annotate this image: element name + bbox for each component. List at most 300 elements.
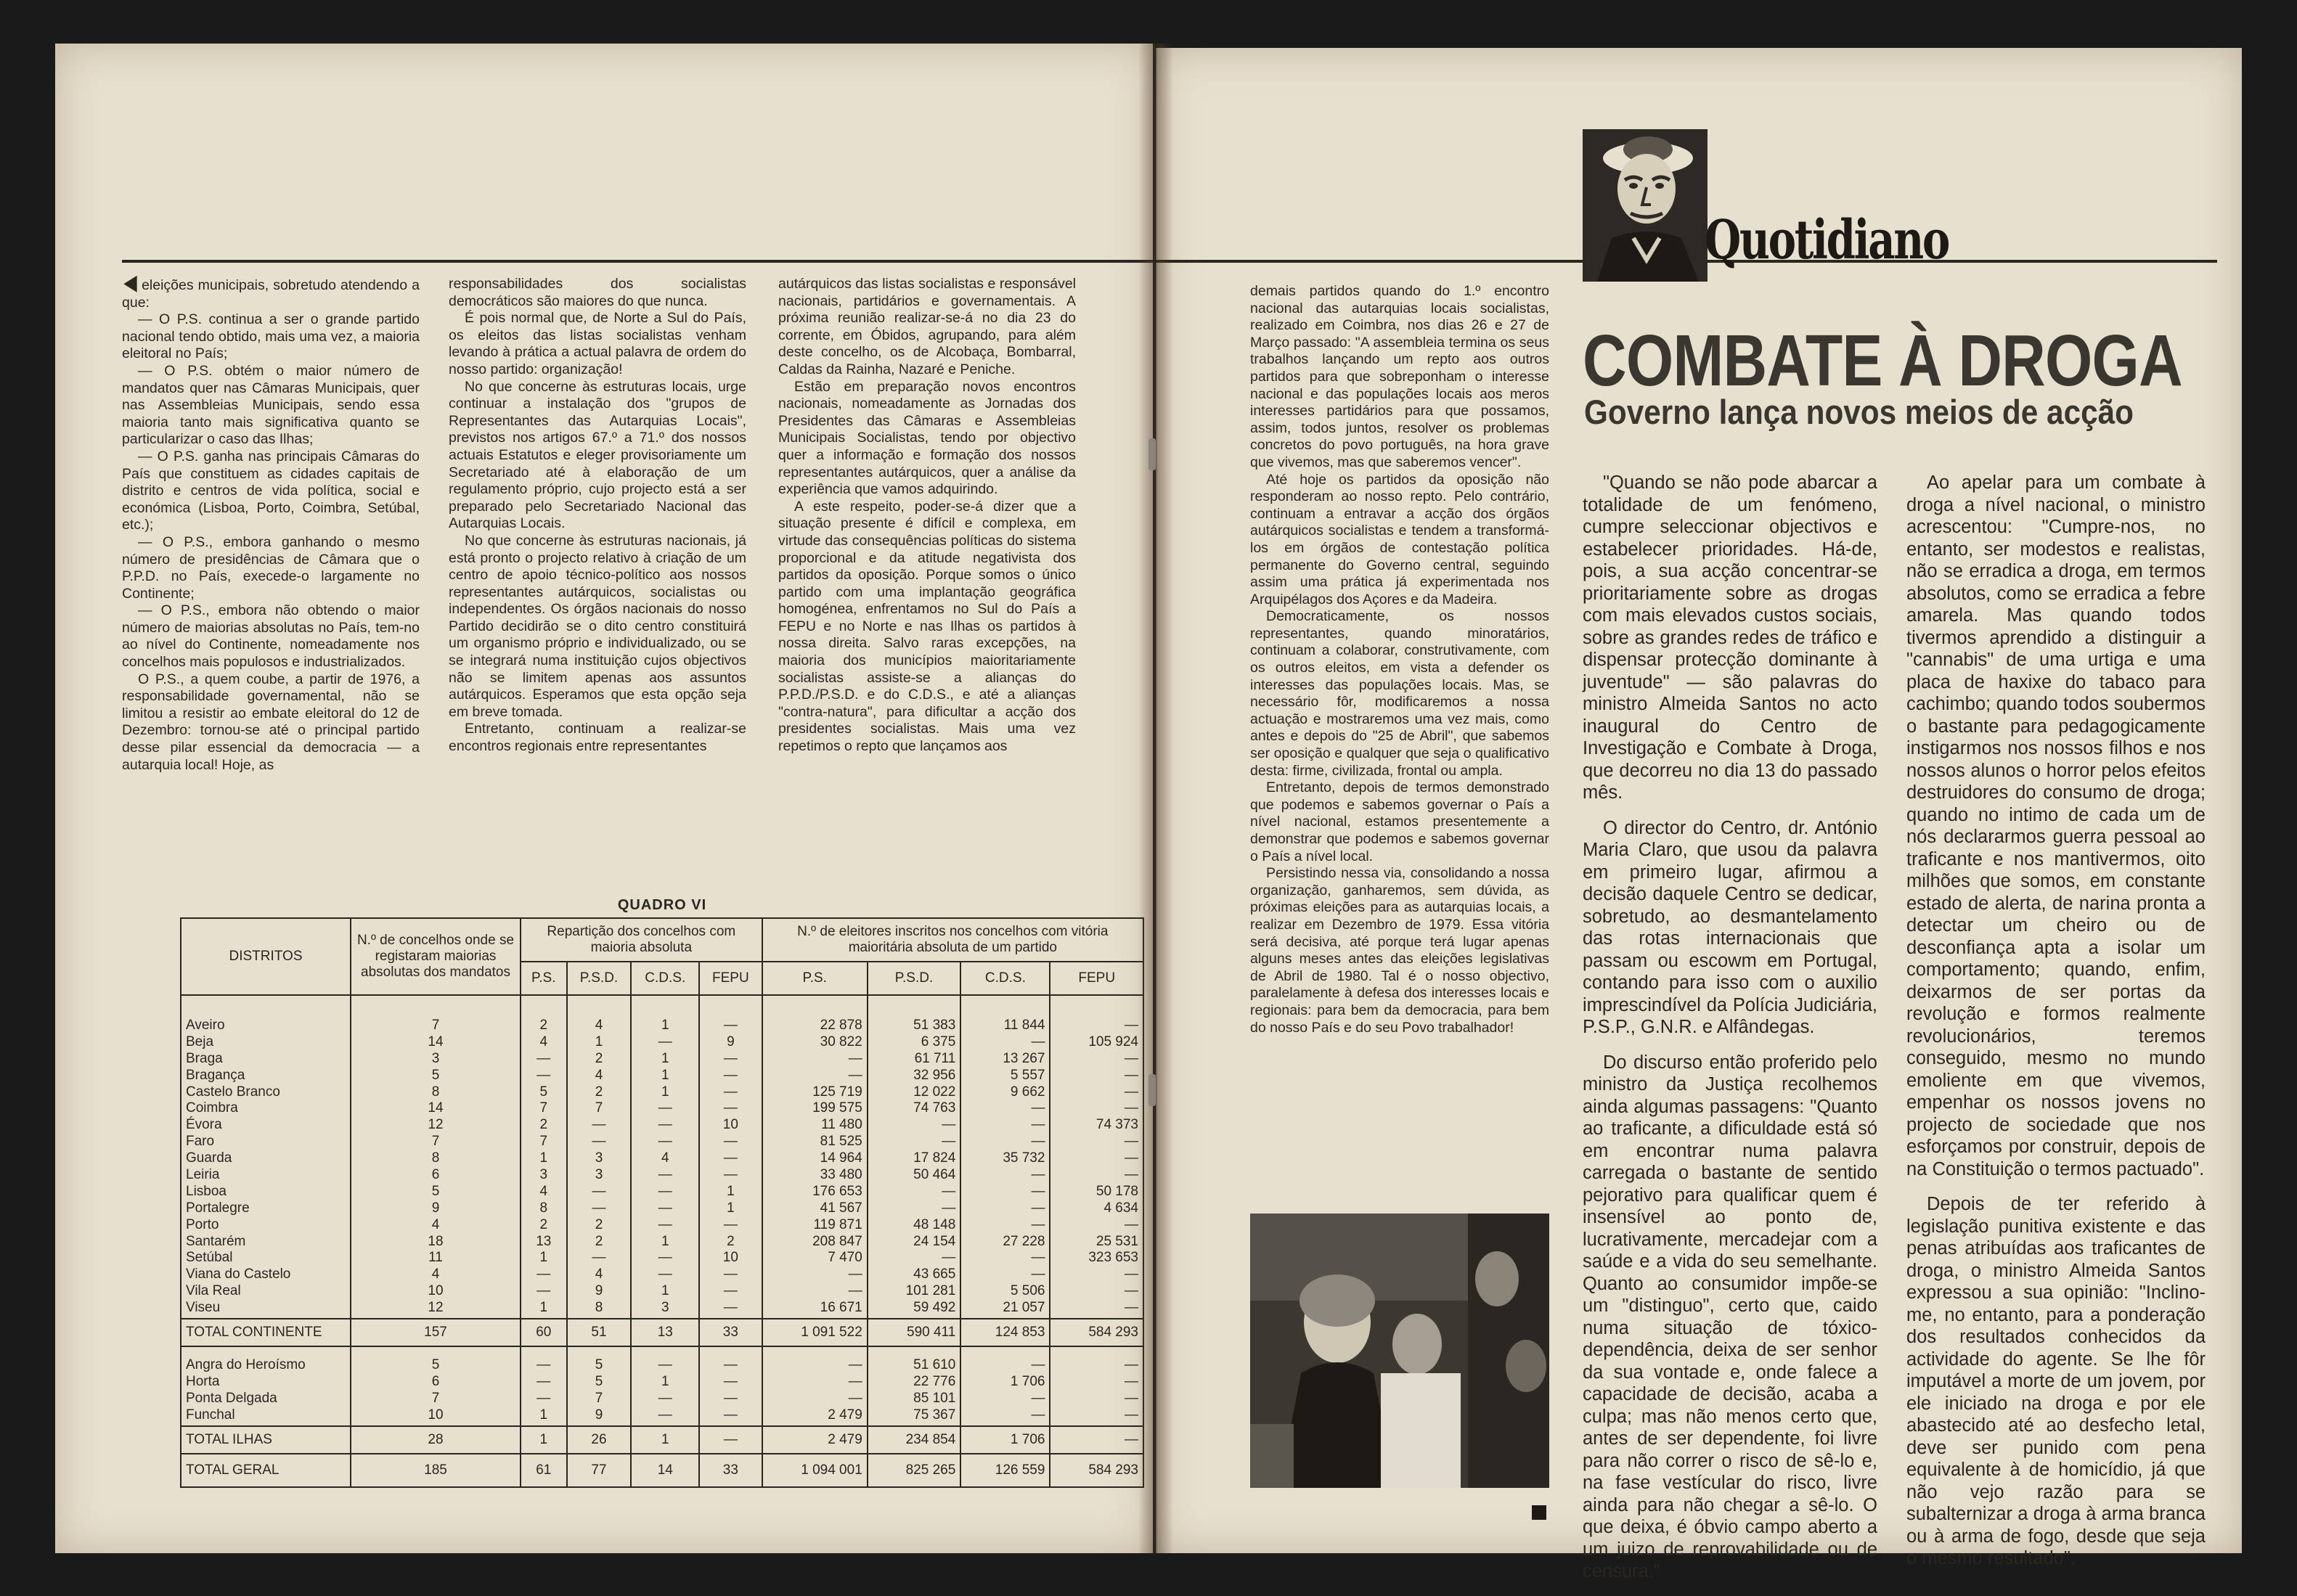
el-ps-cell xyxy=(762,995,868,1319)
table-row-total-geral xyxy=(181,1454,1143,1487)
table-cell-line: 51 383 xyxy=(913,1018,956,1033)
paragraph: — O P.S., embora ganhando o mesmo número de presidências de Câmara que o P.P.D. no País, execede-o largamente no Continente; xyxy=(122,533,420,602)
table-cell-line: 9 xyxy=(595,1407,603,1423)
table-cell-line: 22 878 xyxy=(820,1018,862,1033)
table-cell-line: 25 531 xyxy=(1096,1233,1138,1249)
table-cell-line: 7 xyxy=(595,1100,603,1116)
paragraph: — O P.S., embora não obtendo o maior número de maiorias absolutas no País, tem-no ao nível do Continente, nomeadamente nos concelhos mais populosos e industrializados. xyxy=(122,602,420,671)
article-column-3 xyxy=(778,276,1076,756)
article-column-1 xyxy=(122,271,420,774)
table-cell-line: 6 xyxy=(431,1167,440,1183)
table-cell-line: 4 xyxy=(595,1067,603,1083)
table-cell-line: — xyxy=(723,1373,738,1389)
table-row-continente xyxy=(181,995,1143,1319)
table-cell-line: 14 xyxy=(428,1100,444,1116)
table-cell-line: 1 xyxy=(661,1067,669,1083)
table-cell-line: — xyxy=(1125,1150,1138,1166)
table-cell-line: — xyxy=(1031,1034,1045,1049)
table-cell-line: — xyxy=(1031,1390,1045,1406)
table-cell-line: 5 557 xyxy=(1010,1067,1045,1083)
table-cell-line: — xyxy=(658,1357,672,1373)
table-cell-line: 3 xyxy=(539,1167,548,1183)
paragraph: autárquicos das listas socialistas e responsável nacionais, partidários e governamentais. A próxima reunião realizar-se-á no dia 23 do corrente, em Óbidos, agrupando, para além deste concelho, os de Alcobaça, Bombarral, Caldas da Rainha, Nazaré e Peniche. xyxy=(778,276,1076,377)
rep-cds-cell xyxy=(631,995,699,1319)
table-cell-line: — xyxy=(942,1183,956,1199)
table-cell-line: — xyxy=(1125,1216,1138,1232)
total-value: — xyxy=(1050,1426,1143,1454)
rep-ps-cell xyxy=(521,1346,567,1426)
table-cell-line: Horta xyxy=(186,1373,220,1389)
table-cell-line: — xyxy=(723,1134,738,1150)
rep-fepu-cell xyxy=(699,995,762,1319)
table-cell-line: 8 xyxy=(595,1300,603,1316)
table-cell-line: 2 xyxy=(595,1050,603,1066)
table-cell-line: 1 xyxy=(539,1150,548,1166)
table-cell-line: — xyxy=(723,1283,738,1299)
header-party: P.S. xyxy=(762,962,868,995)
table-cell-line: 8 xyxy=(431,1084,440,1100)
table-cell-line: — xyxy=(1125,1050,1138,1066)
table-cell-line: 6 375 xyxy=(921,1034,956,1049)
table-cell-line: — xyxy=(723,1018,738,1033)
total-value: 1 091 522 xyxy=(762,1319,868,1346)
distritos-cell xyxy=(181,995,351,1319)
paragraph: Entretanto, continuam a realizar-se encontros regionais entre representantes xyxy=(449,721,746,755)
table-cell-line: 2 xyxy=(539,1216,548,1232)
table-cell-line: 119 871 xyxy=(813,1216,862,1232)
table-cell-line: — xyxy=(848,1067,862,1083)
table-cell-line: 1 xyxy=(661,1283,669,1299)
table-cell-line: 7 xyxy=(431,1390,440,1406)
total-value: 77 xyxy=(567,1454,632,1487)
table-cell-line: 9 662 xyxy=(1010,1084,1045,1100)
table-cell-line: 2 xyxy=(595,1084,603,1100)
table-cell-line: — xyxy=(723,1150,738,1166)
table-cell-line: 30 822 xyxy=(820,1034,862,1049)
table-cell-line: 4 xyxy=(431,1266,440,1282)
table-cell-line: 125 719 xyxy=(812,1084,862,1100)
table-cell-line: Évora xyxy=(186,1117,222,1133)
table-cell-line: 6 xyxy=(431,1373,440,1389)
total-value: 60 xyxy=(521,1319,567,1346)
table-cell-line: 10 xyxy=(428,1407,444,1423)
table-cell-line: 8 xyxy=(431,1150,440,1166)
table-cell-line: — xyxy=(723,1390,738,1406)
table-cell-line: 12 xyxy=(428,1300,444,1316)
table-cell-line: 2 479 xyxy=(828,1407,862,1423)
table-cell-line: Beja xyxy=(186,1034,214,1049)
table-cell-line: 5 xyxy=(595,1373,603,1389)
paragraph: responsabilidades dos socialistas democráticos são maiores do que nunca. xyxy=(449,276,746,309)
paragraph: eleições municipais, sobretudo atendendo a que: xyxy=(122,277,420,311)
table-cell-line: — xyxy=(848,1373,862,1389)
continuation-arrow-icon: ◀ xyxy=(123,271,137,295)
rep-cds-cell xyxy=(631,1346,699,1426)
total-value: 26 xyxy=(567,1426,632,1454)
staple-icon xyxy=(1148,438,1156,470)
table-cell-line: — xyxy=(658,1266,672,1282)
table-cell-line: 24 154 xyxy=(913,1233,956,1249)
table-cell-line: 5 xyxy=(431,1357,440,1373)
table-cell-line: 35 732 xyxy=(1003,1150,1045,1166)
table-cell-line: — xyxy=(1031,1100,1045,1116)
total-label: TOTAL GERAL xyxy=(181,1454,351,1487)
total-value: 1 xyxy=(631,1426,699,1454)
table-cell-line: Leiria xyxy=(186,1167,220,1183)
table-cell-line: — xyxy=(1031,1134,1045,1150)
table-cell-line: 74 373 xyxy=(1096,1117,1138,1133)
table-cell-line: 1 xyxy=(539,1300,548,1316)
section-title: Quotidiano xyxy=(1705,209,1949,271)
table-cell-line: 41 567 xyxy=(820,1200,862,1216)
table-cell-line: — xyxy=(848,1390,862,1406)
table-cell-line: 81 525 xyxy=(820,1134,862,1150)
table-cell-line: 50 178 xyxy=(1096,1183,1138,1199)
paragraph: No que concerne às estruturas locais, urge continuar a instalação dos "grupos de Representantes das Autarquias Locais", previstos nos artigos 67.º a 71.º dos nossos actuais Estatutos e eleger provisoriamente um Secretariado até à elaboração de um regulamento próprio, cujo projecto está a ser preparado pelo Secretariado Nacional das Autarquias Locais. xyxy=(449,378,746,532)
table-cell-line: — xyxy=(723,1266,738,1282)
table-cell-line: 2 xyxy=(539,1018,548,1033)
table-cell-line: — xyxy=(1125,1407,1138,1423)
subheadline: Governo lança novos meios de acção xyxy=(1584,393,2134,431)
total-value: 584 293 xyxy=(1050,1454,1143,1487)
table-cell-line: 43 665 xyxy=(913,1266,956,1282)
total-value: 13 xyxy=(631,1319,699,1346)
table-cell-line: — xyxy=(1031,1183,1045,1199)
table-cell-line: 3 xyxy=(661,1300,669,1316)
el-cds-cell xyxy=(960,995,1050,1319)
table-cell-line: 2 xyxy=(539,1117,548,1133)
table-cell-line: 59 492 xyxy=(913,1300,956,1316)
table-cell-line: Castelo Branco xyxy=(186,1084,280,1100)
table-cell-line: — xyxy=(536,1357,551,1373)
table-cell-line: 33 480 xyxy=(820,1167,862,1183)
total-value: 1 xyxy=(521,1426,567,1454)
paragraph: "Quando se não pode abarcar a totalidade de um fenómeno, cumpre seleccionar objectivos e estabelecer prioridades. Há-de, pois, a sua acção concentrar-se prioritariamente sobre as drogas com mais elevados custos sociais, sobre as grandes redes de tráfico e dispensar protecção dominante à juventude" — são palavras do ministro Almeida Santos no acto inaugural do Centro de Investigação e Combate à Droga, que decorreu no dia 13 do passado mês. xyxy=(1583,472,1877,803)
table-cell-line: 5 xyxy=(431,1183,440,1199)
table-cell-line: 5 xyxy=(595,1357,603,1373)
results-table xyxy=(180,917,1144,1488)
table-cell-line: 22 776 xyxy=(913,1373,956,1389)
total-value: 28 xyxy=(351,1426,521,1454)
table-cell-line: 27 228 xyxy=(1003,1233,1045,1249)
table-cell-line: 85 101 xyxy=(913,1390,956,1406)
table-cell-line: 2 xyxy=(595,1233,603,1249)
table-title: QUADRO VI xyxy=(617,897,707,913)
table-cell-line: Porto xyxy=(186,1216,219,1232)
table-cell-line: — xyxy=(723,1357,738,1373)
total-value: 51 xyxy=(567,1319,632,1346)
table-cell-line: — xyxy=(536,1390,551,1406)
headline: COMBATE À DROGA xyxy=(1583,320,2182,401)
table-cell-line: — xyxy=(658,1100,672,1116)
total-value: 234 854 xyxy=(868,1426,961,1454)
el-fepu-cell xyxy=(1050,1346,1143,1426)
table-cell-line: — xyxy=(1125,1134,1138,1150)
paragraph: Persistindo nessa via, consolidando a nossa organização, ganharemos, sem dúvida, as próximas eleições para as autarquias locais, a realizar em Dezembro de 1979. Essa vitória será decisiva, até porque terá lugar apenas alguns meses antes das eleições legislativas de Abril de 1980. Tal é o nosso objectivo, paralelamente à defesa dos interesses locais e regionais: para bem da democracia, para bem do nosso País e do seu Povo trabalhador! xyxy=(1250,865,1549,1036)
table-cell-line: 51 610 xyxy=(913,1357,956,1373)
table-cell-line: Viseu xyxy=(186,1300,221,1316)
total-value: 33 xyxy=(699,1454,762,1487)
table-cell-line: 2 xyxy=(727,1233,735,1249)
paragraph: O P.S., a quem coube, a partir de 1976, a responsabilidade governamental, não se limitou a resistir ao embate eleitoral do 12 de Dezembro: tornou-se até o principal partido desse pilar essencial da democracia — a autarquia local! Hoje, as xyxy=(122,671,420,773)
el-cds-cell xyxy=(960,1346,1050,1426)
table-cell-line: 8 xyxy=(539,1200,548,1216)
concelhos-cell xyxy=(351,1346,521,1426)
table-cell-line: 208 847 xyxy=(812,1233,862,1249)
table-cell-line: — xyxy=(848,1266,862,1282)
table-cell-line: Vila Real xyxy=(186,1283,241,1299)
table-cell-line: 74 763 xyxy=(913,1100,956,1116)
table-cell-line: 10 xyxy=(722,1250,738,1266)
table-cell-line: 9 xyxy=(431,1200,440,1216)
table-cell-line: — xyxy=(592,1183,606,1199)
table-cell-line: — xyxy=(658,1390,672,1406)
rep-ps-cell xyxy=(521,995,567,1319)
table-cell-line: — xyxy=(1125,1167,1138,1183)
table-cell-line: — xyxy=(848,1357,862,1373)
header-party: FEPU xyxy=(699,962,762,995)
total-value: 61 xyxy=(521,1454,567,1487)
table-cell-line: — xyxy=(1125,1084,1138,1100)
table-cell-line: 75 367 xyxy=(913,1407,956,1423)
table-cell-line: 1 xyxy=(539,1250,548,1266)
table-cell-line: — xyxy=(536,1266,551,1282)
header-party: C.D.S. xyxy=(631,962,699,995)
news-photo xyxy=(1250,1214,1549,1488)
total-value: — xyxy=(699,1426,762,1454)
table-cell-line: 14 xyxy=(428,1034,444,1049)
table-cell-line: — xyxy=(658,1216,672,1232)
table-cell-line: — xyxy=(723,1050,738,1066)
table-row-ilhas xyxy=(181,1346,1143,1426)
total-value: 2 479 xyxy=(762,1426,868,1454)
table-cell-line: Ponta Delgada xyxy=(186,1390,277,1406)
total-value: 590 411 xyxy=(868,1319,961,1346)
table-cell-line: — xyxy=(1125,1373,1138,1389)
total-value: 124 853 xyxy=(960,1319,1050,1346)
table-cell-line: Aveiro xyxy=(186,1018,225,1033)
table-cell-line: 176 653 xyxy=(812,1183,862,1199)
table-cell-line: 1 xyxy=(595,1034,603,1049)
table-cell-line: — xyxy=(1031,1250,1045,1266)
table-cell-line: 9 xyxy=(595,1283,603,1299)
table-cell-line: 4 xyxy=(539,1034,548,1049)
table-cell-line: Bragança xyxy=(186,1067,245,1083)
table-cell-line: 21 057 xyxy=(1003,1300,1045,1316)
table-cell-line: — xyxy=(536,1373,551,1389)
paragraph: Estão em preparação novos encontros nacionais, nomeadamente as Jornadas dos Presidentes das Câmaras e Assembleias Municipais Socialistas, tendo por objectivo quer a informação e formação dos nossos representantes autárquicos, quer a análise da experiência que vamos adquirindo. xyxy=(778,378,1076,498)
table-cell-line: 11 xyxy=(428,1250,443,1266)
header-concelhos: N.º de concelhos onde se registaram maiorias absolutas dos mandatos xyxy=(351,918,521,995)
table-cell-line: 4 xyxy=(595,1266,603,1282)
el-psd-cell xyxy=(868,1346,961,1426)
table-cell-line: 323 653 xyxy=(1088,1250,1138,1266)
table-cell-line: — xyxy=(942,1200,956,1216)
table-cell-line: 32 956 xyxy=(913,1067,956,1083)
table-cell-line: — xyxy=(942,1134,956,1150)
header-party: FEPU xyxy=(1050,962,1143,995)
table-cell-line: 101 281 xyxy=(905,1283,956,1299)
header-distritos: DISTRITOS xyxy=(181,918,351,995)
table-cell-line: — xyxy=(1125,1018,1138,1033)
table-cell-line: — xyxy=(1031,1357,1045,1373)
table-cell-line: — xyxy=(1031,1266,1045,1282)
table-cell-line: — xyxy=(723,1216,738,1232)
el-fepu-cell xyxy=(1050,995,1143,1319)
table-cell-line: 199 575 xyxy=(812,1100,862,1116)
article-column-5 xyxy=(1583,472,1877,1596)
table-cell-line: — xyxy=(723,1084,738,1100)
table-cell-line: 7 xyxy=(595,1390,603,1406)
header-reparticao: Repartição dos concelhos com maioria absoluta xyxy=(521,918,762,962)
paragraph: Democraticamente, os nossos representantes, quando minoratários, continuam a colaborar, construtivamente, com os outros eleitos, em vista a defender os interesses das populações locais. Mas, se necessário fôr, modificaremos a nossa actuação e mostraremos uma vez mais, como antes e depois do "25 de Abril", que sabemos ser oposição e qualquer que seja o qualificativo desta: firme, civilizada, frontal ou ampla. xyxy=(1250,608,1549,779)
table-cell-line: Guarda xyxy=(186,1150,232,1166)
article-column-2 xyxy=(449,276,746,756)
table-cell-line: Funchal xyxy=(186,1407,235,1423)
table-cell-line: — xyxy=(592,1134,606,1150)
paragraph: Do discurso então proferido pelo ministro da Justiça recolhemos ainda algumas passagens: "Quanto ao traficante, a dificuldade está só em encontrar numa palavra carregada o bastante de sentido pejorativo para qualificar quem é insensível ao ponto de, lucrativamente, mercadejar com a saúde e a vida do seu semelhante. Quanto ao consumidor impõe-se um "distinguo", certo que, caido numa situação de tóxico-dependência, deixa de ser senhor da sua vontade e, onde falece a capacidade de decisão, acaba a culpa; mas não menos certo que, antes de ser dependente, foi livre para não correr o risco de sê-lo e, na fase vestícular do risco, livre ainda para não chegar a sê-lo. O que deixa, é óbvio campo aberto a um juizo de reprovabilidade ou de censura." xyxy=(1583,1052,1877,1581)
table-cell-line: — xyxy=(658,1034,672,1049)
table-cell-line: 1 xyxy=(661,1084,669,1100)
table-cell-line: — xyxy=(723,1100,738,1116)
table-cell-line: — xyxy=(592,1117,606,1133)
table-cell-line: — xyxy=(1125,1357,1138,1373)
header-eleitores: N.º de eleitores inscritos nos concelhos com vitória maioritária absoluta de um partido xyxy=(762,918,1143,962)
table-cell-line: 1 xyxy=(727,1200,735,1216)
paragraph: Depois de ter referido à legislação punitiva existente e das penas atribuídas aos traficantes de droga, o ministro Almeida Santos expressou a sua opinião: "Inclino-me, no entanto, para a ponderação dos resultados conhecidos da actividade do agente. Se lhe fôr imputável a morte de um jovem, por ele iniciado na droga e por ele abastecido até ao desfecho letal, deve ser punido com pena equivalente à de homicídio, já que não vejo razão para se subalternizar a droga à arma branca ou à arma de fogo, desde que seja o mesmo resultado". xyxy=(1906,1194,2206,1568)
paragraph: A este respeito, poder-se-á dizer que a situação presente é difícil e complexa, em virtude das consequências políticas do sistema proporcional e da atitude negativista dos partidos da oposição. Porque somos o único partido com uma implantação geográfica homogénea, enfrentamos no Sul do País a FEPU e no Norte e nas Ilhas os partidos à nossa direita. Salvo raras excepções, na maioria dos municípios maioritariamente socialistas assiste-se a alianças do P.P.D./P.S.D. e do C.D.S., e até a alianças "contra-natura", para dificultar a acção dos presidentes socialistas. Mais uma vez repetimos o repto que lançamos aos xyxy=(778,498,1076,755)
photo-image xyxy=(1250,1214,1549,1488)
table-cell-line: 50 464 xyxy=(913,1167,956,1183)
paragraph: demais partidos quando do 1.º encontro nacional das autarquias locais socialistas, realizado em Coimbra, nos dias 26 e 27 de Março passado: "A assembleia termina os seus trabalhos lançando um repto aos outros partidos para que sobreponham o interesse nacional e das populações locais aos meros interesses partidários para que possamos, assim, todos juntos, resolver os problemas concretos do povo português, na hora grave que vivemos, mas que saberemos vencer". xyxy=(1250,283,1549,470)
table-cell-line: — xyxy=(1125,1100,1138,1116)
table-cell-line: — xyxy=(658,1407,672,1423)
table-cell-line: — xyxy=(658,1250,672,1266)
table-cell-line: 48 148 xyxy=(913,1216,956,1232)
table-cell-line: — xyxy=(723,1067,738,1083)
table-cell-line: — xyxy=(658,1200,672,1216)
table-cell-line: Coimbra xyxy=(186,1100,238,1116)
rep-psd-cell xyxy=(567,1346,632,1426)
table-cell-line: 2 xyxy=(595,1216,603,1232)
table-cell-line: 10 xyxy=(722,1117,738,1133)
table-cell-line: 1 xyxy=(727,1183,735,1199)
total-value: 157 xyxy=(351,1319,521,1346)
article-column-4 xyxy=(1250,283,1549,1036)
table-cell-line: 105 924 xyxy=(1088,1034,1138,1049)
table-cell-line: 61 711 xyxy=(914,1050,956,1066)
total-label: TOTAL ILHAS xyxy=(181,1426,351,1454)
table-cell-line: 4 xyxy=(431,1216,440,1232)
header-party: P.S. xyxy=(521,962,567,995)
table-cell-line: 7 xyxy=(431,1018,440,1033)
table-cell-line: — xyxy=(1125,1067,1138,1083)
paragraph: O director do Centro, dr. António Maria Claro, que usou da palavra em primeiro lugar, afirmou a decisão daquele Centro se dedicar, sobretudo, ao desmantelamento das rotas internacionais que passam ou escowm em Portugal, contando para isso com o auxilio imprescindível da Polícia Judiciária, P.S.P., G.N.R. e Alfândegas. xyxy=(1583,817,1877,1037)
table-cell-line: 1 xyxy=(661,1050,669,1066)
paragraph: — O P.S. obtém o maior número de mandatos quer nas Câmaras Municipais, quer nas Assembleias Municipais, sendo essa maioria tanto mais significativa quanto se particularizar o caso das Ilhas; xyxy=(122,362,420,448)
table-cell-line: 1 xyxy=(661,1018,669,1033)
table-cell-line: 7 470 xyxy=(828,1250,862,1266)
table-cell-line: Setúbal xyxy=(186,1250,233,1266)
total-value: 33 xyxy=(699,1319,762,1346)
header-party: P.S.D. xyxy=(868,962,961,995)
paragraph: Entretanto, depois de termos demonstrado que podemos e sabemos governar o País a nível nacional, estamos presentemente a demonstrar que podemos e sabemos governar o País a nível local. xyxy=(1250,779,1549,864)
table-cell-line: 5 xyxy=(431,1067,440,1083)
table-cell-line: 7 xyxy=(539,1134,548,1150)
paragraph: — O P.S. ganha nas principais Câmaras do País que constituem as cidades capitais de distrito e centros de vida política, social e económica (Lisboa, Porto, Coimbra, Setúbal, etc.); xyxy=(122,448,420,533)
table-row-total-continente xyxy=(181,1319,1143,1346)
paragraph: Ao apelar para um combate à droga a nível nacional, o ministro acrescentou: "Cumpre-nos, no entanto, ser modestos e realistas, não se erradica a droga, em termos absolutos, como se erradica a febre amarela. Mas quando todos tivermos aprendido a distinguir a "cannabis" de uma urtiga e uma placa de haxixe do tabaco para cachimbo; quando todos soubermos o bastante para pedagogicamente instigarmos nos nossos filhos e nos nossos alunos o horror pelos efeitos destruidores do consumo de droga; quando no intimo de cada um de nós declararmos guerra pessoal ao traficante e nos mantivermos, oito milhões que somos, em constante estado de alerta, de narina pronta a detectar um cheiro ou de desconfiança apta a isolar um comportamento; quando, enfim, deixarmos de ser portas da revolução e formos realmente revolucionários, teremos conseguido, mesmo no mundo emoliente em que vivemos, empenhar os nossos jovens no projecto de sociedade que nos esforçamos por construir, depois de na Constituição o termos pactuado". xyxy=(1906,472,2206,1179)
article-column-6 xyxy=(1906,472,2206,1583)
table-cell-line: — xyxy=(1031,1167,1045,1183)
paragraph: Até hoje os partidos da oposição não responderam ao nosso repto. Pelo contrário, continuam a entravar a acção dos órgãos autárquicos socialistas e tendem a transformá-los em órgãos de contestação política permanente do Governo central, seguindo assim uma prática já experimentada nos Arquipélagos dos Açores e da Madeira. xyxy=(1250,471,1549,607)
table-cell-line: — xyxy=(592,1200,606,1216)
table-cell-line: 4 xyxy=(539,1183,548,1199)
header-party: P.S.D. xyxy=(567,962,632,995)
table-cell-line: Angra do Heroísmo xyxy=(186,1357,306,1373)
left-page xyxy=(55,44,1153,1553)
table-cell-line: 13 267 xyxy=(1003,1050,1045,1066)
table-cell-line: — xyxy=(592,1250,606,1266)
table-cell-line: — xyxy=(658,1134,672,1150)
table-cell-line: 16 671 xyxy=(820,1300,862,1316)
table-cell-line: — xyxy=(848,1283,862,1299)
table-cell-line: — xyxy=(536,1067,551,1083)
table-cell-line: — xyxy=(723,1300,738,1316)
paragraph: — O P.S. continua a ser o grande partido nacional tendo obtido, mais uma vez, a maioria eleitoral no País; xyxy=(122,311,420,362)
total-value: 126 559 xyxy=(960,1454,1050,1487)
right-page xyxy=(1156,48,2242,1581)
table-cell-line: 4 xyxy=(595,1018,603,1033)
page-gutter xyxy=(1138,44,1173,1553)
top-rule xyxy=(122,260,1153,263)
table-cell-line: — xyxy=(848,1050,862,1066)
total-value: 825 265 xyxy=(868,1454,961,1487)
table-cell-line: Braga xyxy=(186,1050,223,1066)
table-cell-line: 3 xyxy=(595,1150,603,1166)
table-cell-line: 1 xyxy=(661,1233,669,1249)
table-cell-line: — xyxy=(723,1407,738,1423)
table-cell-line: — xyxy=(1031,1200,1045,1216)
table-cell-line: 1 706 xyxy=(1010,1373,1045,1389)
table-cell-line: — xyxy=(723,1167,738,1183)
table-cell-line: 5 506 xyxy=(1010,1283,1045,1299)
staple-icon xyxy=(1148,1074,1156,1106)
table-cell-line: 10 xyxy=(428,1283,444,1299)
total-value: 1 094 001 xyxy=(762,1454,868,1487)
table-cell-line: 5 xyxy=(539,1084,548,1100)
table-cell-line: — xyxy=(942,1250,956,1266)
table-cell-line: 12 022 xyxy=(913,1084,956,1100)
table-cell-line: — xyxy=(536,1283,551,1299)
portrait-icon xyxy=(1583,129,1708,282)
rep-psd-cell xyxy=(567,995,632,1319)
el-ps-cell xyxy=(762,1346,868,1426)
rep-fepu-cell xyxy=(699,1346,762,1426)
distritos-cell xyxy=(181,1346,351,1426)
table-cell-line: 18 xyxy=(428,1233,444,1249)
table-cell-line: Viana do Castelo xyxy=(186,1266,291,1282)
table-cell-line: 4 xyxy=(661,1150,669,1166)
table-cell-line: — xyxy=(942,1117,956,1133)
table-cell-line: 7 xyxy=(431,1134,440,1150)
table-cell-line: 3 xyxy=(431,1050,440,1066)
table-cell-line: — xyxy=(658,1117,672,1133)
article-end-mark-icon xyxy=(1532,1505,1546,1520)
el-psd-cell xyxy=(868,995,961,1319)
header-party: C.D.S. xyxy=(960,962,1050,995)
paragraph: No que concerne às estruturas nacionais, já está pronto o projecto relativo à criação de um centro de apoio técnico-político aos nossos representantes autárquicos, socialistas ou independentes. Os órgãos nacionais do nosso Partido decidirão se o dito centro constituirá um organismo próprio e individualizado, ou se se integrará numa instituição cujos objectivos não se limitem apenas aos assuntos autárquicos. Esperamos que esta opção seja em breve tomada. xyxy=(449,532,746,720)
